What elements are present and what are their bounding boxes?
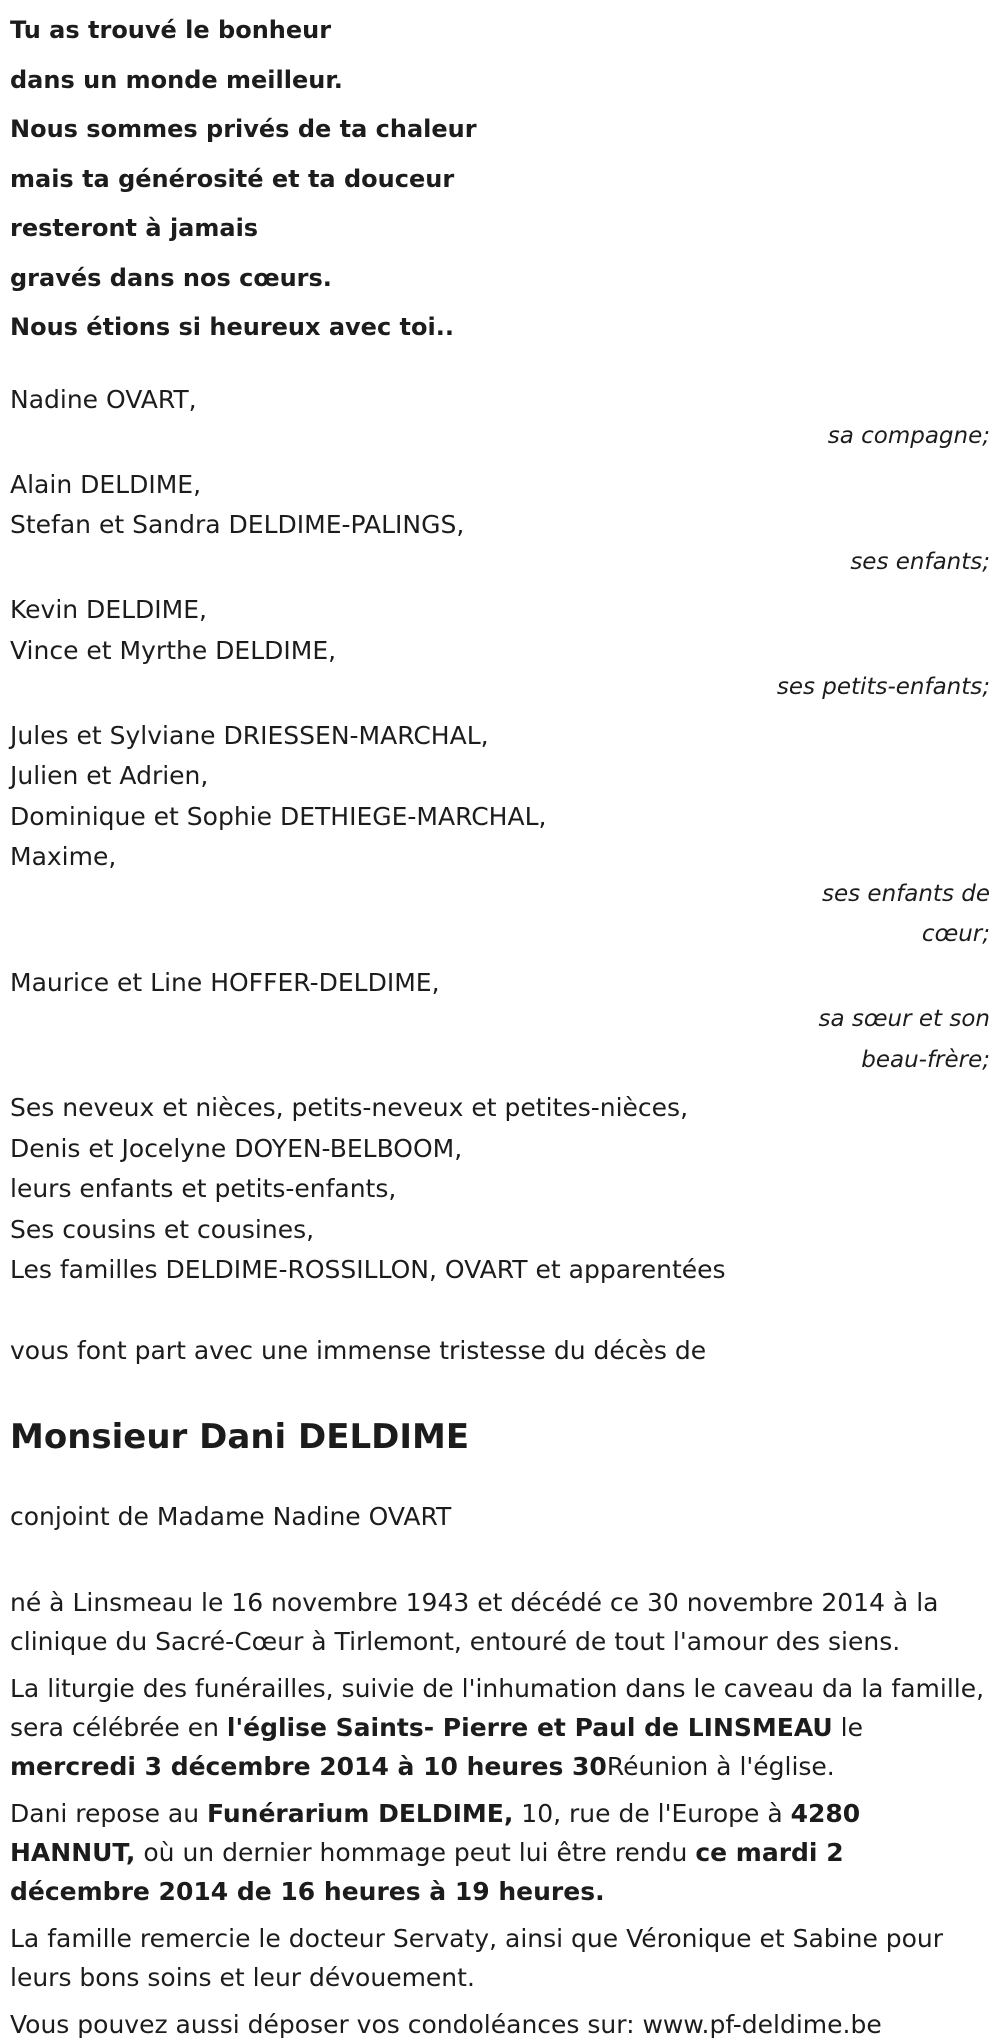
family-name: Ses cousins et cousines, — [10, 1214, 315, 1244]
family-name: Dominique et Sophie DETHIEGE-MARCHAL, — [10, 801, 547, 831]
funerarium-text: Dani repose au — [10, 1799, 208, 1828]
family-name: Stefan et Sandra DELDIME-PALINGS, — [10, 510, 465, 539]
family-name: leurs enfants et petits-enfants, — [10, 1174, 397, 1203]
poem-line: dans un monde meilleur. — [10, 65, 343, 94]
poem-line: mais ta générosité et ta douceur — [10, 164, 455, 193]
relation-label — [750, 874, 990, 955]
relation-label-line: cœur; — [921, 921, 990, 947]
poem-line: Nous étions si heureux avec toi.. — [10, 313, 454, 341]
funerarium-name: Funérarium DELDIME, — [207, 1799, 514, 1828]
extended-family — [10, 1088, 990, 1291]
relation-label-line: beau-frère; — [861, 1046, 990, 1073]
family-group-sibling — [10, 963, 990, 1081]
poem-line: Tu as trouvé le bonheur — [10, 16, 332, 44]
funerarium-city: 4280 HANNUT, — [10, 1799, 861, 1867]
relation-label: sa compagne; — [827, 423, 990, 449]
funerarium-text: où un dernier hommage peut lui être rendu — [135, 1838, 696, 1867]
family-group-heart-children — [10, 716, 990, 955]
thanks-paragraph: La famille remercie le docteur Servaty, ainsi que Véronique et Sabine pour leurs bons soins et leur dévouement. — [10, 1924, 944, 1992]
family-group-companion — [10, 380, 990, 457]
church-name: l'église Saints- Pierre et Paul de LINSMEAU — [226, 1713, 833, 1742]
relation-label: ses petits-enfants; — [776, 674, 990, 700]
family-name: Maurice et Line HOFFER-DELDIME, — [10, 967, 440, 997]
family-name: Nadine OVART, — [10, 384, 197, 414]
announcement-text: vous font part avec une immense tristesse du décès de — [10, 1335, 707, 1365]
spouse-text: conjoint de Madame Nadine OVART — [10, 1502, 452, 1531]
family-name: Alain DELDIME, — [10, 469, 202, 499]
poem-line: resteront à jamais — [10, 214, 259, 242]
poem-line: Nous sommes privés de ta chaleur — [10, 115, 477, 143]
condolences-paragraph: Vous pouvez aussi déposer vos condoléances sur: www.pf-deldime.be — [10, 2010, 882, 2039]
relation-label: ses enfants; — [850, 548, 990, 575]
funerarium-paragraph — [10, 1794, 990, 1911]
deceased-name: Monsieur Dani DELDIME — [10, 1417, 470, 1457]
relation-label — [750, 999, 990, 1080]
family-name: Denis et Jocelyne DOYEN-BELBOOM, — [10, 1133, 463, 1163]
visitation-datetime: ce mardi 2 décembre 2014 de 16 heures à 19 heures. — [10, 1838, 844, 1906]
poem — [10, 0, 1000, 353]
family-list — [10, 380, 990, 1291]
family-group-grandchildren — [10, 590, 990, 708]
poem-line: gravés dans nos cœurs. — [10, 263, 332, 292]
family-name: Vince et Myrthe DELDIME, — [10, 635, 337, 665]
liturgy-text: La liturgie des funérailles, suivie de l'inhumation dans le caveau da la famille, sera célébrée en — [10, 1674, 985, 1742]
birth-death-paragraph: né à Linsmeau le 16 novembre 1943 et décédé ce 30 novembre 2014 à la clinique du Sacré-Cœur à Tirlemont, entouré de tout l'amour des siens. — [10, 1588, 939, 1656]
liturgy-paragraph — [10, 1669, 990, 1786]
liturgy-text: le — [832, 1713, 863, 1742]
family-name: Kevin DELDIME, — [10, 595, 207, 624]
family-name: Ses neveux et nièces, petits-neveux et petites-nièces, — [10, 1093, 689, 1122]
family-name: Julien et Adrien, — [10, 761, 209, 790]
relation-label-line: ses enfants de — [822, 880, 990, 907]
family-name: Jules et Sylviane DRIESSEN-MARCHAL, — [10, 720, 489, 750]
family-name: Les familles DELDIME-ROSSILLON, OVART et apparentées — [10, 1255, 726, 1284]
family-group-children — [10, 465, 990, 583]
family-name: Maxime, — [10, 842, 117, 871]
funerarium-text: 10, rue de l'Europe à — [513, 1799, 791, 1828]
liturgy-datetime: mercredi 3 décembre 2014 à 10 heures 30 — [10, 1752, 607, 1781]
relation-label-line: sa sœur et son — [818, 1006, 990, 1032]
liturgy-text: Réunion à l'église. — [606, 1752, 835, 1781]
